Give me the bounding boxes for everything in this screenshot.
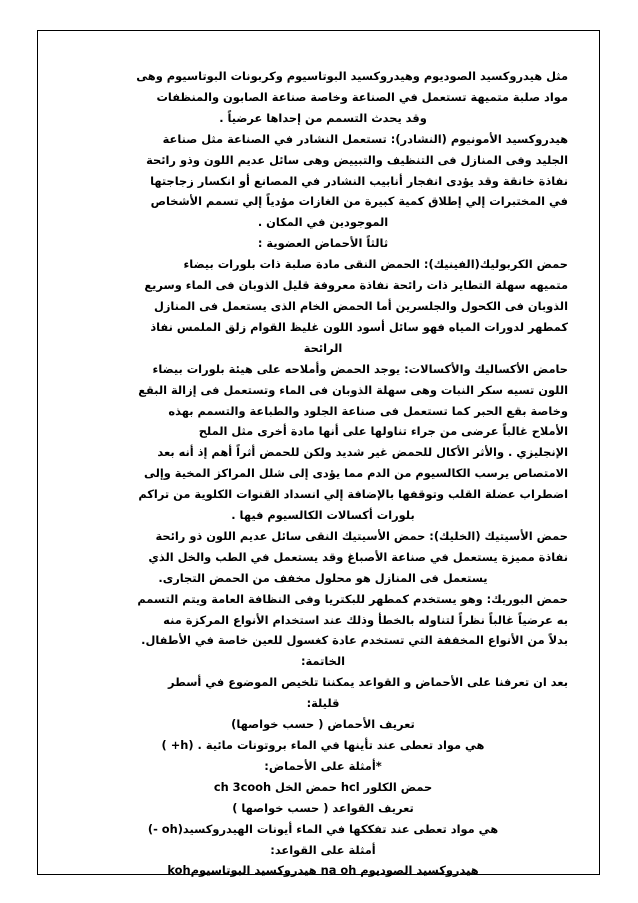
text-line: وخاصة بقع الحبر كما تستعمل فى صناعة الجلود والطباعة والتسمم بهذه [168, 403, 568, 418]
text-line: هيدروكسيد الأمونيوم (النشادر): تستعمل النشادر في الصناعة مثل صناعة [162, 131, 568, 146]
text-line: يستعمل فى المنازل هو محلول مخفف من الحمض التجارى. [158, 570, 488, 585]
text-line: قليلة: [306, 696, 340, 711]
text-line: هي مواد تعطى عند تفككها في الماء أيونات الهيدروكسيد(oh -) [147, 821, 499, 836]
text-line: كمطهر لدورات المياه فهو سائل أسود اللون غليظ القوام زلق الملمس نفاذ [150, 319, 568, 334]
text-line: بلورات أكسالات الكالسيوم فيها . [231, 508, 415, 523]
text-line: تعريف الأحماض ( حسب خواصها) [231, 717, 415, 732]
text-line: حمض الكربوليك(الفينيك): الحمض النقى مادة صلبة ذات بلورات بيضاء [183, 257, 568, 272]
text-line: بعد ان تعرفنا على الأحماض و القواعد يمكننا تلخيص الموضوع في أسطر [168, 675, 568, 690]
text-line: نفاذة خانقة وقد يؤدى انفجار أنابيب النشادر في المصانع أو انكسار زجاجتها [150, 173, 568, 188]
text-line: ثالثاً الأحماض العضوية : [257, 236, 389, 251]
text-line: أمثلة على القواعد: [270, 842, 376, 857]
text-line: به عرضياً غالباً نظراً لتناوله بالخطأ وذلك عند استخدام الأنواع المركزة منه [163, 612, 568, 627]
text-line: مواد صلبة متميهة تستعمل في الصناعة وخاصة صناعة الصابون والمنظفات [156, 89, 568, 104]
text-line: مثل هيدروكسيد الصوديوم وهيدروكسيد البوتاسيوم وكربونات البوتاسيوم وهى [136, 69, 568, 83]
text-line: بدلاً من الأنواع المخففة التي تستخدم عادة كغسول للعين خاصة في الأطفال. [141, 633, 568, 648]
text-line: الجليد وفى المنازل فى التنظيف والتبييض وهى سائل عديم اللون وذو رائحة [146, 152, 568, 167]
text-line: الأملاح غالباً عرضى من جراء تناولها على أنها مادة أخرى مثل الملح [198, 424, 568, 439]
text-line: في المختبرات إلي إطلاق كمية كبيرة من الغازات مؤدياً إلي تسمم الأشخاص [150, 194, 568, 209]
text-line: اضطراب عضلة القلب وتوقفها بالإضافة إلي انسداد القنوات الكلوية من تراكم [138, 487, 568, 502]
text-line: هي مواد تعطى عند تأينها في الماء بروتونات مائية . (h+ ) [161, 738, 485, 752]
text-line: حمض الأسيتيك (الخليك): حمض الأسيتيك النقى سائل عديم اللون ذو رائحة [155, 528, 568, 543]
text-line: حمض الكلور hcl حمض الخل ch 3cooh [213, 779, 433, 794]
document-body [78, 66, 568, 881]
text-line: نفاذة مميزة يستعمل في صناعة الأصباغ وقد يستعمل في الطب والخل الذي [148, 549, 568, 564]
text-line: حامض الأكساليك والأكسالات: يوجد الحمض وأملاحه على هيئة بلورات بيضاء [152, 361, 568, 376]
text-line: متميهه سهلة التطاير ذات رائحة نفاذة معروفة قليل الذوبان فى الماء وسريع [144, 278, 568, 293]
text-line: *أمثلة على الأحماض: [264, 758, 382, 773]
text-line: الإنجليزي . والأثر الأكال للحمض غير شديد ولكن للحمض أثراً أهم إذ أنه بعد [157, 445, 568, 460]
text-line: هيدروكسيد الصوديوم na oh هيدروكسيد البوتاسيومkoh [167, 863, 479, 878]
text-line: اللون تسيه سكر النبات وهى سهلة الذوبان فى الماء وتستعمل فى إزالة البقع [138, 382, 568, 397]
text-line: الرائحة [303, 340, 343, 355]
text-line: الذوبان فى الكحول والجلسرين أما الحمض الخام الذى يستعمل فى المنازل [153, 298, 568, 313]
text-line: وقد يحدث التسمم من إحداها عرضياً . [219, 110, 427, 125]
text-line: الخاتمة: [300, 654, 346, 669]
text-line: تعريف القواعد ( حسب خواصها ) [232, 800, 414, 815]
text-line: الامتصاص يرسب الكالسيوم من الدم مما يؤدى إلى شلل المراكز المخية وإلى [144, 466, 568, 481]
text-line: حمض البوريك: وهو يستخدم كمطهر للبكتريا وفى النظافة العامة ويتم التسمم [137, 591, 568, 606]
text-line: الموجودين في المكان . [257, 215, 389, 230]
